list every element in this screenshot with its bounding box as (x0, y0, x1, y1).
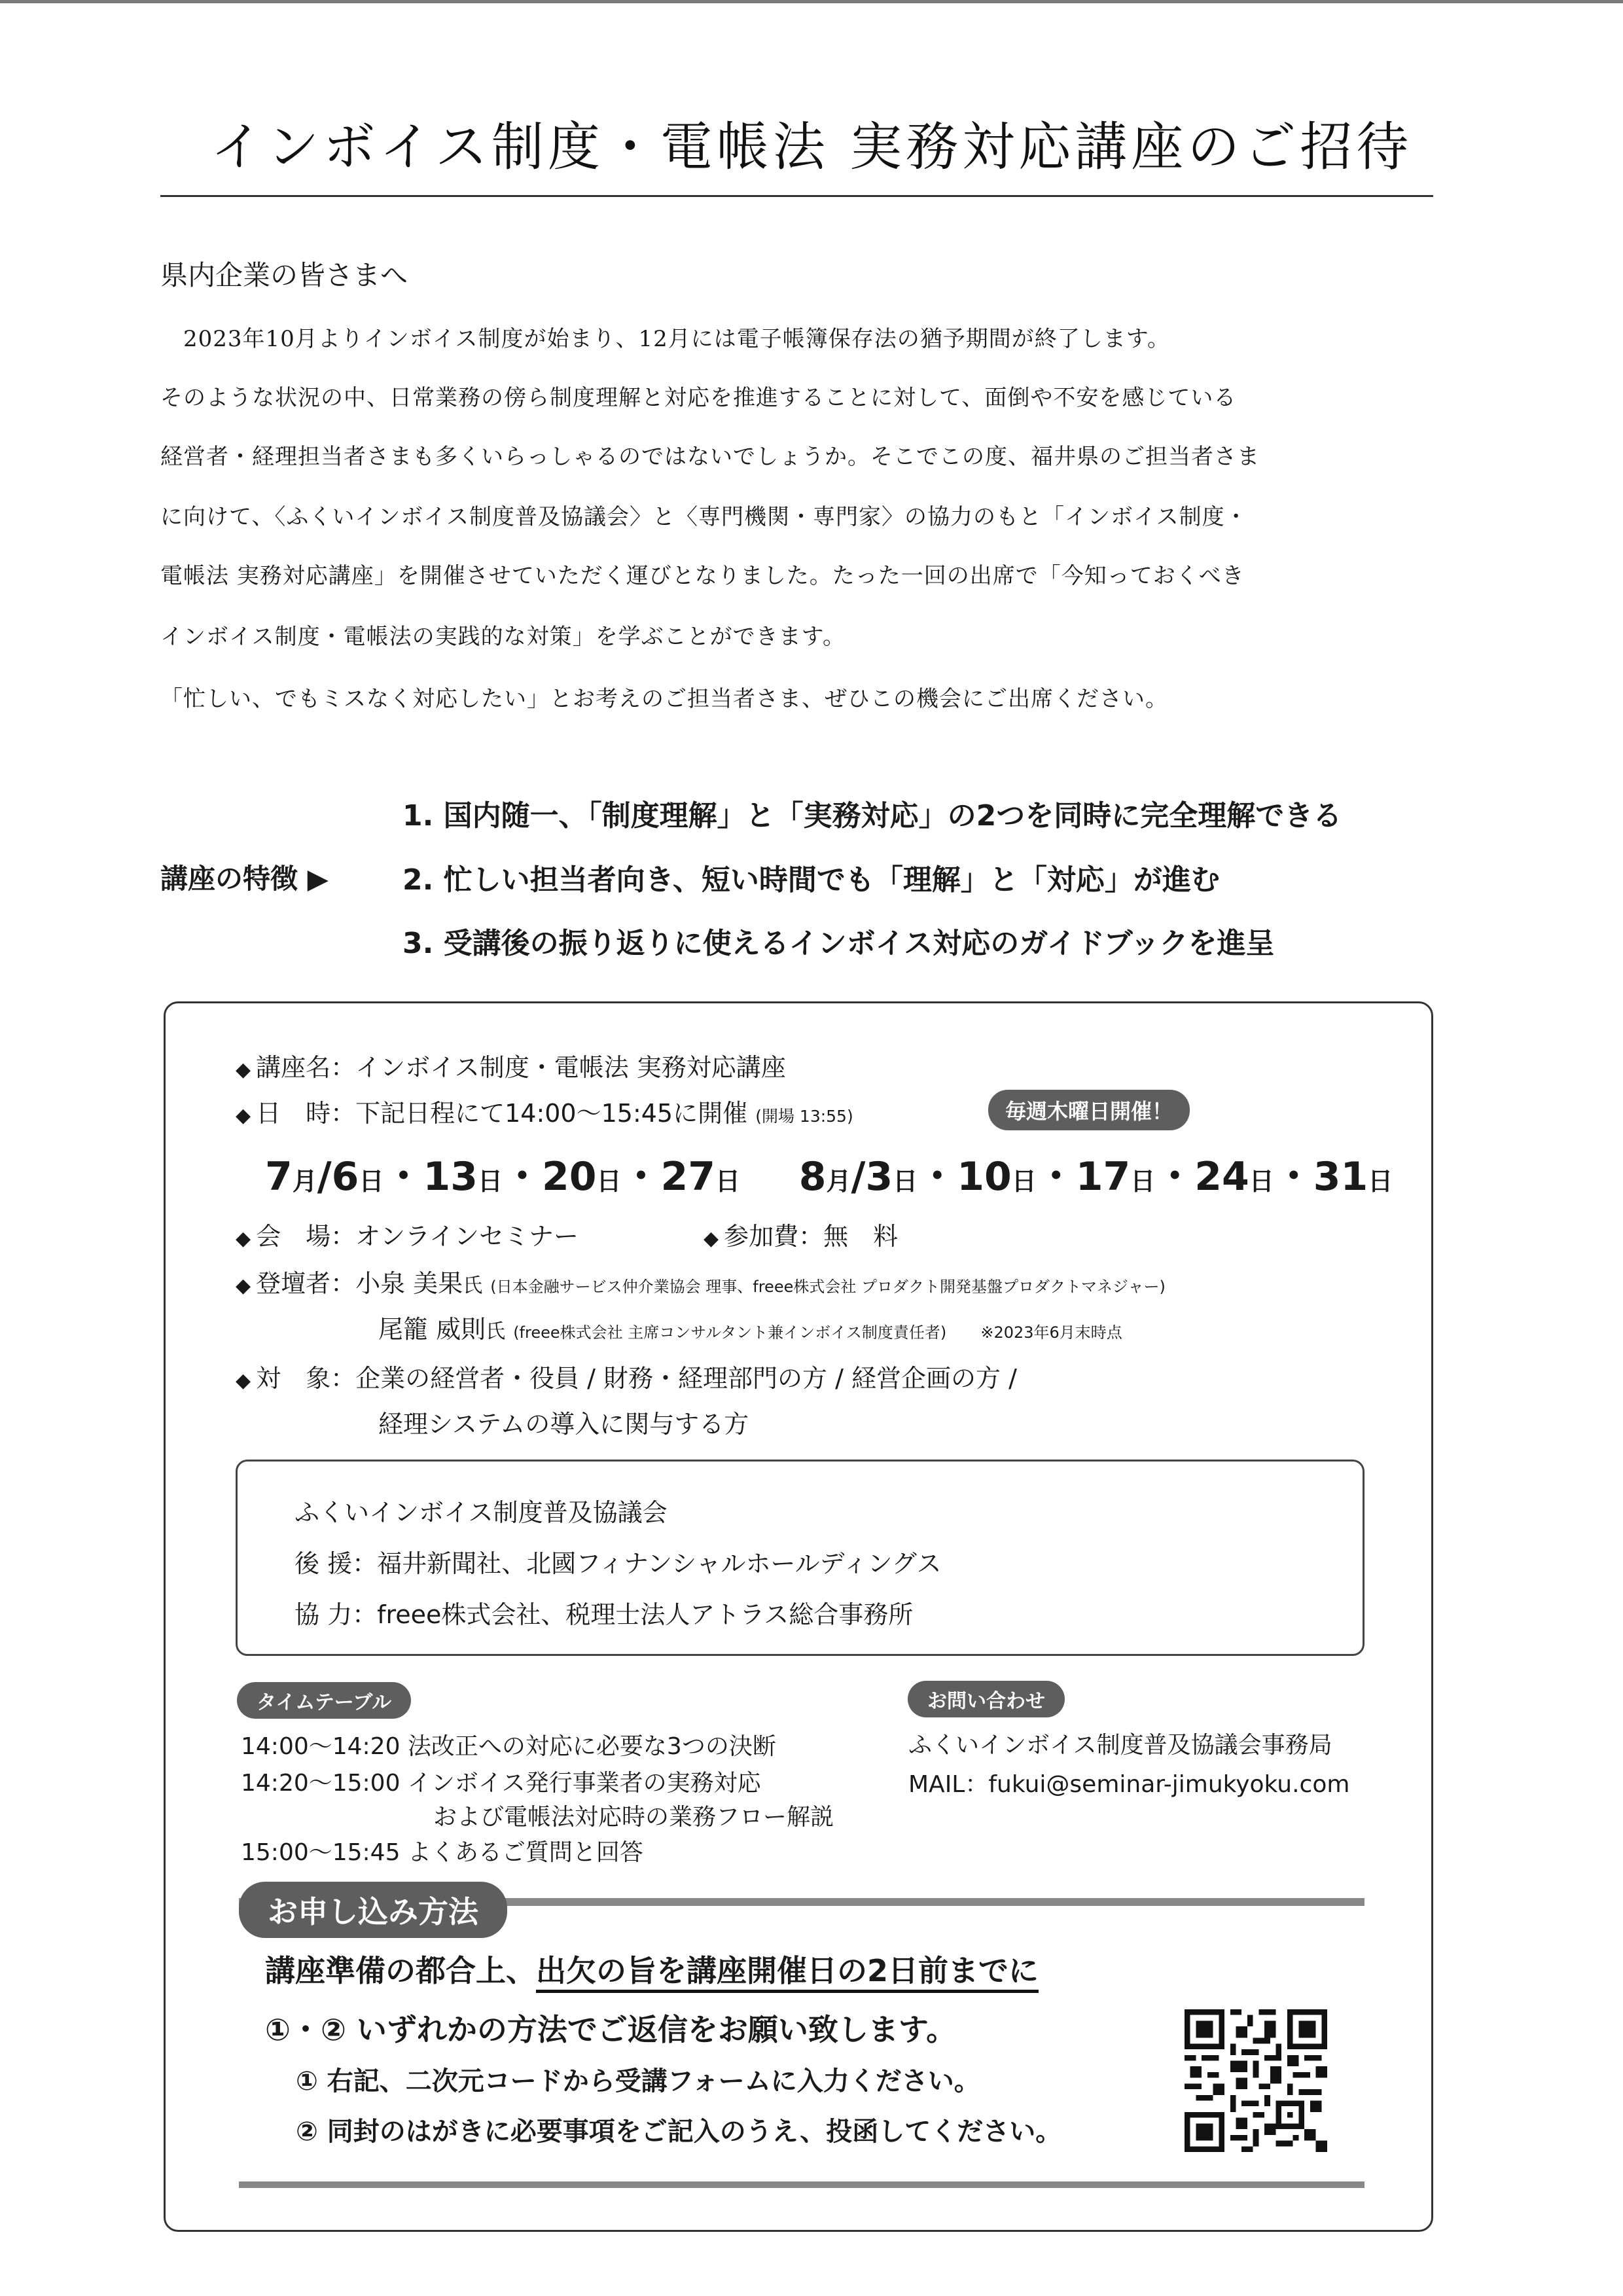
title-divider (160, 195, 1433, 197)
time-row (236, 1093, 853, 1129)
intro-line: 「忙しい、でもミスなく対応したい」とお考えのご担当者さま、ぜひこの機会にご出席ください。 (160, 686, 1168, 712)
apply-method-2: ② 同封のはがきに必要事項をご記入のうえ、投函してください。 (296, 2117, 1062, 2147)
intro-line: 経営者・経理担当者さまも多くいらっしゃるのではないでしょうか。そこでこの度、福井県のご担当者さま (160, 444, 1260, 470)
course-row (236, 1047, 786, 1083)
qr-code-icon[interactable] (1185, 2009, 1327, 2152)
venue-value: オンラインセミナー (355, 1222, 579, 1251)
feature-item: 1. 国内随一、「制度理解」と「実務対応」の2つを同時に完全理解できる (402, 799, 1342, 833)
diamond-bullet-icon: ◆ (704, 1227, 719, 1250)
venue-row (236, 1216, 579, 1252)
venue-label: 会 場： (256, 1222, 356, 1251)
intro-line: 2023年10月よりインボイス制度が始まり、12月には電子帳簿保存法の猶予期間が終了します。 (160, 326, 1170, 352)
diamond-bullet-icon: ◆ (236, 1104, 251, 1127)
speaker2-row: 尾籠 威則氏 (freee株式会社 主席コンサルタント兼インボイス制度責任者) ※2023年6月末時点 (378, 1315, 1122, 1344)
apply-deadline-emphasis: 出欠の旨を講座開催日の2日前までに (536, 1953, 1039, 1993)
timetable-label: タイムテーブル (237, 1682, 411, 1719)
feature-item: 3. 受講後の振り返りに使えるインボイス対応のガイドブックを進呈 (402, 927, 1275, 960)
speaker-label: 登壇者： (256, 1269, 356, 1298)
diamond-bullet-icon: ◆ (236, 1369, 251, 1392)
feature-item: 2. 忙しい担当者向き、短い時間でも「理解」と「対応」が進む (402, 863, 1220, 897)
diamond-bullet-icon: ◆ (236, 1274, 251, 1297)
page-top-edge (0, 0, 1623, 3)
target-label: 対 象： (256, 1364, 356, 1393)
course-label: 講座名： (256, 1053, 356, 1082)
target-line2: 経理システムの導入に関与する方 (378, 1410, 749, 1439)
contact-mail[interactable]: MAIL：fukui@seminar-jimukyoku.com (908, 1771, 1350, 1798)
coop-row: 協 力：freee株式会社、税理士法人アトラス総合事務所 (294, 1600, 914, 1629)
target-row (236, 1358, 1017, 1394)
apply-instruction: ①・② いずれかの方法でご返信をお願い致します。 (265, 2012, 957, 2047)
timetable-row: 14:20～15:00 インボイス発行事業者の実務対応 (241, 1770, 761, 1797)
course-value: インボイス制度・電帳法 実務対応講座 (355, 1053, 786, 1082)
contact-label: お問い合わせ (908, 1681, 1065, 1717)
time-open: (開場 13:55) (755, 1107, 853, 1126)
speaker-note: ※2023年6月末時点 (980, 1323, 1122, 1342)
diamond-bullet-icon: ◆ (236, 1058, 251, 1081)
apply-method-1: ① 右記、二次元コードから受講フォームに入力ください。 (296, 2066, 980, 2096)
dates-july: 7月/6日・13日・20日・27日 (265, 1154, 740, 1200)
speaker2-title: (freee株式会社 主席コンサルタント兼インボイス制度責任者) (513, 1323, 947, 1342)
fee-row (704, 1216, 898, 1252)
contact-name: ふくいインボイス制度普及協議会事務局 (908, 1732, 1332, 1759)
host-org: ふくいインボイス制度普及協議会 (294, 1498, 668, 1527)
diamond-bullet-icon: ◆ (236, 1227, 251, 1250)
greeting: 県内企業の皆さまへ (160, 259, 408, 291)
intro-line: そのような状況の中、日常業務の傍ら制度理解と対応を推進することに対して、面倒や不安を感じている (160, 385, 1237, 411)
fee-value: 無 料 (823, 1222, 899, 1251)
target-line1: 企業の経営者・役員 / 財務・経理部門の方 / 経営企画の方 / (355, 1364, 1017, 1393)
time-value: 下記日程にて14:00～15:45に開催 (355, 1099, 748, 1128)
session-dates (265, 1145, 1393, 1202)
support-row: 後 援：福井新聞社、北國フィナンシャルホールディングス (294, 1549, 942, 1578)
weekly-badge: 毎週木曜日開催！ (988, 1090, 1190, 1130)
fee-label: 参加費： (724, 1222, 824, 1251)
time-label: 日 時： (256, 1099, 356, 1128)
intro-line: 電帳法 実務対応講座」を開催させていただく運びとなりました。たった一回の出席で「今知っておくべき (160, 563, 1245, 589)
speaker1-title: (日本金融サービス仲介業協会 理事、freee株式会社 プロダクト開発基盤プロダクトマネジャー) (490, 1278, 1166, 1296)
intro-line: インボイス制度・電帳法の実践的な対策」を学ぶことができます。 (160, 624, 846, 650)
dates-august: 8月/3日・10日・17日・24日・31日 (798, 1154, 1393, 1200)
timetable-row: および電帳法対応時の業務フロー解説 (433, 1804, 834, 1831)
speaker1-name: 小泉 美果 (355, 1269, 463, 1298)
apply-deadline: 講座準備の都合上、出欠の旨を講座開催日の2日前までに (265, 1947, 1039, 1990)
speaker2-name: 尾籠 威則 (378, 1315, 486, 1344)
page-title: インボイス制度・電帳法 実務対応講座のご招待 (210, 117, 1413, 177)
timetable-row: 14:00～14:20 法改正への対応に必要な3つの決断 (241, 1733, 776, 1760)
speaker-row: ◆ 登壇者：小泉 美果氏 (日本金融サービス仲介業協会 理事、freee株式会社 プロダクト開発基盤プロダクトマネジャー) (236, 1269, 1166, 1298)
apply-label: お申し込み方法 (239, 1882, 507, 1938)
features-label: 講座の特徴 ▶ (160, 863, 329, 895)
bottom-divider (239, 2181, 1364, 2188)
intro-line: に向けて、〈ふくいインボイス制度普及協議会〉と〈専門機関・専門家〉の協力のもと「インボイス制度・ (160, 504, 1248, 530)
timetable-row: 15:00～15:45 よくあるご質問と回答 (241, 1839, 643, 1866)
